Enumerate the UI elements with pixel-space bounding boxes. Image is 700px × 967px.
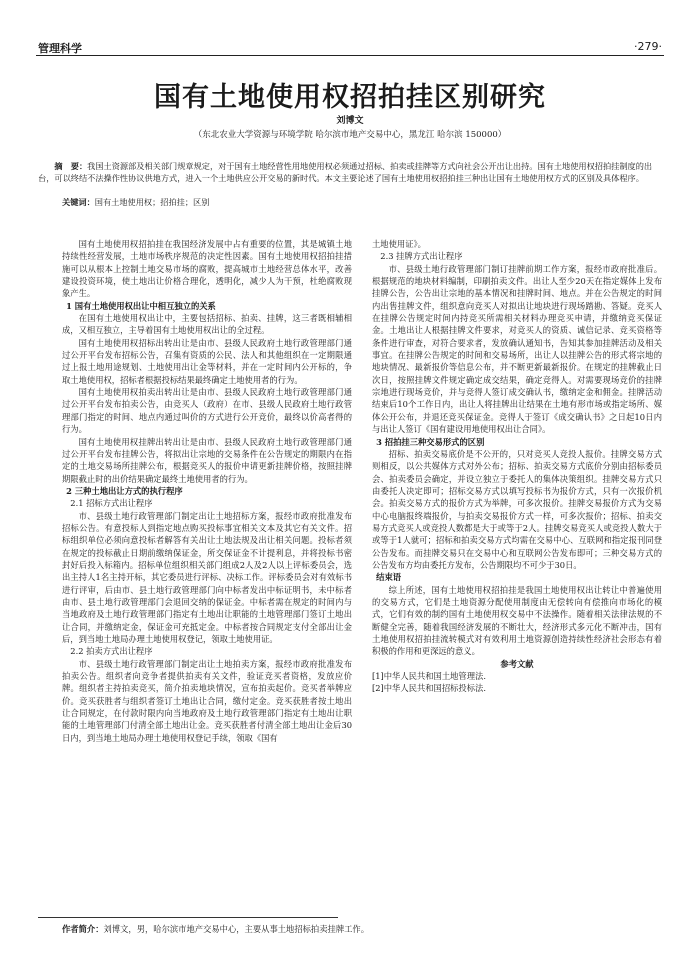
- body-paragraph: 国有土地使用权拍卖出转出让是由市、县级人民政府土地行政管理部门通过公开平台发布拍卖公告，由竞买人（政府）在市、县级人民政府土地行政管理部门指定的时间、地点内通过叫价的方式进行公开竞价，最终以价高者得的行为。: [62, 387, 352, 435]
- keywords-text: 国有土地使用权；招拍挂；区别: [94, 197, 210, 207]
- subsection-heading: 2.3 挂牌方式出让程序: [380, 251, 463, 262]
- section-heading: 3 招拍挂三种交易形式的区别: [376, 436, 485, 447]
- subsection-heading: 2.1 招标方式出让程序: [70, 498, 153, 509]
- footnote-label: 作者简介：: [62, 924, 104, 934]
- body-paragraph: 招标、拍卖交易底价是不公开的，只对竞买人竞投人报价。挂牌交易方式则相反，以公共媒体方式对外公布；招标、拍卖交易方式底价分别由招标委员会、拍卖委员会确定，并设立独立于委托人的集体决策组织。挂牌交易方式只由委托人决定即可；招标交易方式以填写投标书为报价方式，只有一次报价机会。拍卖交易方式的报价方式为举牌，可多次报价。挂牌交易报价方式为交易中心电脑报终端报价，与拍卖交易报价方式一样，可多次报价；招标、拍卖交易方式竞买人或竞投人数都是大于或等于2人。挂牌交易竞买人或竞投人数大于或等于1人就可；招标和拍卖交易方式均需在交易中心、互联网和指定报刊同登公告发布。而挂牌交易只在交易中心和互联网公告发布即可；三种交易方式的公告发布方均由委托方发布，公告期限均不可少于30日。: [372, 448, 662, 570]
- abstract: [38, 160, 663, 184]
- journal-name: 管理科学: [38, 42, 82, 55]
- page-number: ·279·: [634, 40, 662, 53]
- references-heading: 参考文献: [500, 658, 534, 669]
- section-heading: 2 三种土地出让方式的执行程序: [66, 485, 183, 496]
- body-paragraph: 市、县级土地行政管理部门制订挂牌前期工作方案，报经市政府批准后。根据规范的地块材料编制，印刷拍卖文件。出让人至少20天在指定媒体上发布挂牌公告，公告出让宗地的基本情况和挂牌时间、地点。并在公告规定的时间内出售挂牌文件，组织意向竞买人对拟出让地块进行现场踏勘、答疑。竞买人在挂牌公告规定时间内持竞买所需相关材料办理竞买申请，并缴纳竞买保证金。土地出让人根据挂牌文件要求，对竞买人的资质、诚信记录、竞买资格等条件进行审查，对符合要求者，发放确认通知书，告知其参加挂牌活动及相关事宜。在挂牌公告规定的时间和交易场所，出让人以挂牌公告的形式将宗地的地块情况、最新报价等信息公布，并不断更新最新报价。在规定的挂牌截止日次日，按照挂牌文件规定确定成交结果，确定竞得人。对需要现场竞价的挂牌宗地进行现场竞价，并与竞得人签订成交确认书，缴纳定金和佣金。挂牌活动结束后10个工作日内，出让人将挂牌出让结果在土地有形市场或指定场所、媒体公开公布，并退还竞买保证金。竞得人于签订《成交确认书》之日起10日内与出让人签订《国有建设用地使用权出让合同》。: [372, 263, 662, 435]
- header-rule: [36, 55, 664, 56]
- author-name: 刘博文: [336, 116, 364, 126]
- footnote-text: 刘博文，男，哈尔滨市地产交易中心，主要从事土地招标拍卖挂牌工作。: [103, 924, 370, 934]
- body-paragraph: 综上所述，国有土地使用权招拍挂是我国土地使用权出让转让中普遍使用的交易方式，它们是土地资源分配使用制度由无偿转向有偿推向市场化的模式，它们有效的制约国有土地使用权交易中不法操作。随着相关法律法规的不断健全完善，随着我国经济发展的不断壮大，经济形式多元化不断冲击，国有土地使用权招拍挂流转模式对有效利用土地资源创造持续性经济社会形态有着积极的作用和更深远的意义。: [372, 584, 662, 657]
- body-paragraph: 国有土地使用权挂牌出转出让是由市、县级人民政府土地行政管理部门通过公开平台发布挂牌公告，将拟出让宗地的交易条件在公告规定的期限内在指定的土地交易场所挂牌公布，根据竞买人的报价申请更新挂牌价格，按照挂牌期限截止时的出价结果确定最终土地使用者的行为。: [62, 436, 352, 484]
- author-footnote: [62, 923, 369, 935]
- keywords-label: 关键词：: [62, 197, 95, 207]
- body-paragraph: 市、县级土地行政管理部门制定出让土地招标方案，报经市政府批准发布招标公告。有意投标人到指定地点购买投标事宜相关文本及其它有关文件。招标组织单位必须向意投标者解答有关出让土地法规及出让相关问题。投标者须在规定的投标截止日期前缴纳保证金，所交保证金不计提利息，并将投标书密封好后投入标箱内。招标单位组织相关部门组成2人及2人以上评标委员会，选出主持人1名主持开标，其它委员进行评标、决标工作。评标委员会对有效标书进行评审，后由市、县土地行政管理部门向中标者发出中标证明书，未中标者由市、县土地行政管理部门会退回交纳的保证金。中标者需在规定的时间内与当地政府及土地行政管理部门指定有土地出让职能的土地管理部门签订土地出让合同，并缴纳定金，保证金可充抵定金。中标者按合同规定支付全部出让金后，到当地土地局办理土地使用权登记，领取土地使用证。: [62, 510, 352, 644]
- right-column: [372, 238, 662, 695]
- body-paragraph: 市、县级土地行政管理部门制定出让土地拍卖方案，报经市政府批准发布拍卖公告。组织者向竞争者提供拍卖有关文件，验证竞买者资格，发放应价牌。组织者主持拍卖竞买，简介拍卖地块情况，宣布拍卖起价。竞买者举牌应价。竞买获胜者与组织者签订土地出让合同，缴付定金。竞买获胜者按土地出让合同规定，在付款时限内向当地政府及土地行政管理部门指定有土地出让职能的土地管理部门付清全部土地出让金。竞买获胜者付清全部土地出让金后30日内，到当地土地局办理土地使用权登记手续，领取《国有: [62, 658, 352, 743]
- left-column: [62, 238, 352, 744]
- footnote-rule: [38, 917, 338, 918]
- abstract-label: 摘 要：: [54, 161, 88, 171]
- subsection-heading: 2.2 拍卖方式出让程序: [70, 646, 153, 657]
- reference-item: [1]中华人民共和国土地管理法.: [372, 671, 486, 682]
- reference-item: [2]中华人民共和国招标投标法.: [372, 683, 486, 694]
- author-affiliation: （东北农业大学资源与环境学院 哈尔滨市地产交易中心，黑龙江 哈尔滨 150000）: [193, 130, 507, 140]
- body-paragraph: 土地使用证》。: [372, 239, 426, 249]
- body-paragraph: 在国有土地使用权出让中，主要包括招标、拍卖、挂牌，这三者既相辅相成，又相互独立，主导着国有土地使用权出让的全过程。: [62, 313, 352, 336]
- section-heading: 1 国有土地使用权出让中相互独立的关系: [66, 300, 216, 311]
- body-paragraph: 国有土地使用权招标出转出让是由市、县级人民政府土地行政管理部门通过公开平台发布招标公告，召集有资质的公民、法人和其他组织在一定期限通过上报土地用途规划、土地使用出让金等材料，并在一定时间内公开标的，争取土地使用权，招标者根据投标结果最终确定土地使用者的行为。: [62, 337, 352, 385]
- paper-title: 国有土地使用权招拍挂区别研究: [154, 82, 546, 113]
- section-heading: 结束语: [376, 572, 402, 583]
- keywords: [62, 197, 662, 208]
- abstract-text: 我国土资源部及相关部门规章规定，对于国有土地经营性用地使用权必须通过招标、拍卖或挂牌等方式向社会公开出让出持。国有土地使用权招拍挂制度的出台，可以终结不法操作性协议供地方式，进入一个土地供应公开交易的新时代。本文主要论述了国有土地使用权招拍挂三种出让国有土地使用权方式的区别及具体程序。: [38, 161, 653, 183]
- body-paragraph: 国有土地使用权招拍挂在我国经济发展中占有重要的位置，其是城镇土地持续性经营发展，土地市场秩序规范的决定性因素。国有土地使用权招拍挂措施可以从根本上控制土地交易市场的腐败，提高城市土地经营总体水平，改善建设投资环境，使土地出让价格合理化，透明化，减少人为干预，杜绝腐败现象产生。: [62, 239, 352, 299]
